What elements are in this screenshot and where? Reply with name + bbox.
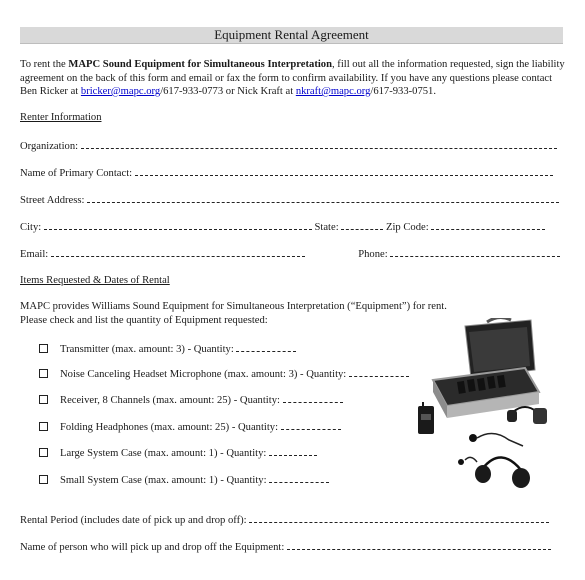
quantity-field[interactable]: [283, 393, 343, 403]
checkbox[interactable]: [39, 475, 48, 484]
quantity-field[interactable]: [236, 342, 296, 352]
city-field[interactable]: [44, 220, 312, 230]
city-label: City:: [20, 222, 42, 233]
item-label: Receiver, 8 Channels (max. amount: 25) - Quantity:: [60, 395, 280, 406]
item-label: Noise Canceling Headset Microphone (max. amount: 3) - Quantity:: [60, 369, 347, 380]
item-label: Transmitter (max. amount: 3) - Quantity:: [60, 344, 234, 355]
quantity-field[interactable]: [269, 473, 329, 483]
zip-field[interactable]: [431, 220, 545, 230]
state-label: State:: [314, 222, 339, 233]
item-label: Small System Case (max. amount: 1) - Quantity:: [60, 475, 267, 486]
quantity-field[interactable]: [349, 367, 409, 377]
primary-contact-label: Name of Primary Contact:: [20, 168, 133, 179]
equipment-kit-image: [413, 318, 553, 503]
email-field[interactable]: [51, 247, 305, 257]
page-title: Equipment Rental Agreement: [20, 27, 563, 44]
primary-contact-row: [20, 166, 553, 179]
intro-text: To rent the: [20, 59, 69, 70]
item-headset-microphone: [39, 367, 409, 380]
pickup-person-label: Name of person who will pick up and drop off the Equipment:: [20, 542, 285, 553]
organization-field[interactable]: [81, 139, 557, 149]
intro-text: /617-933-0751.: [370, 86, 437, 97]
checkbox[interactable]: [39, 422, 48, 431]
renter-info-heading: Renter Information: [20, 112, 102, 123]
item-label: Folding Headphones (max. amount: 25) - Quantity:: [60, 422, 279, 433]
pickup-person-row: [20, 540, 551, 553]
items-description: MAPC provides Williams Sound Equipment for Simultaneous Interpretation (“Equipment”) for rent.: [20, 301, 447, 312]
organization-label: Organization:: [20, 141, 79, 152]
intro-paragraph: [20, 58, 565, 99]
rental-period-label: Rental Period (includes date of pick up and drop off):: [20, 515, 247, 526]
quantity-field[interactable]: [281, 420, 341, 430]
street-address-label: Street Address:: [20, 195, 85, 206]
phone-field[interactable]: [390, 247, 560, 257]
checkbox[interactable]: [39, 344, 48, 353]
rental-period-field[interactable]: [249, 513, 549, 523]
item-receiver: [39, 393, 343, 406]
email-link-kraft[interactable]: nkraft@mapc.org: [295, 86, 371, 97]
state-field[interactable]: [341, 220, 383, 230]
phone-label: Phone:: [358, 249, 388, 260]
item-transmitter: [39, 342, 296, 355]
primary-contact-field[interactable]: [135, 166, 553, 176]
checkbox[interactable]: [39, 448, 48, 457]
rental-period-row: [20, 513, 549, 526]
street-address-row: [20, 193, 559, 206]
email-label: Email:: [20, 249, 49, 260]
email-link-ricker[interactable]: bricker@mapc.org: [80, 86, 161, 97]
item-large-case: [39, 446, 317, 459]
checkbox[interactable]: [39, 395, 48, 404]
item-label: Large System Case (max. amount: 1) - Quantity:: [60, 448, 267, 459]
intro-bold-text: MAPC Sound Equipment for Simultaneous Interpretation: [68, 59, 332, 70]
items-heading: Items Requested & Dates of Rental: [20, 275, 170, 286]
quantity-field[interactable]: [269, 446, 317, 456]
item-folding-headphones: [39, 420, 341, 433]
item-small-case: [39, 473, 329, 486]
pickup-person-field[interactable]: [287, 540, 551, 550]
city-row: [20, 220, 545, 233]
organization-row: [20, 139, 557, 152]
email-phone-row: [20, 247, 560, 260]
street-address-field[interactable]: [87, 193, 559, 203]
intro-text: , fill out all the information requested, sign the liability agreement on the back of this form and email or fax the form to confirm availability. If you have any questions please contact Ben Ricker at: [20, 59, 565, 97]
zip-label: Zip Code:: [385, 222, 429, 233]
intro-text: /617-933-0773 or Nick Kraft at: [160, 86, 296, 97]
checkbox[interactable]: [39, 369, 48, 378]
items-instruction: Please check and list the quantity of Equipment requested:: [20, 315, 268, 326]
